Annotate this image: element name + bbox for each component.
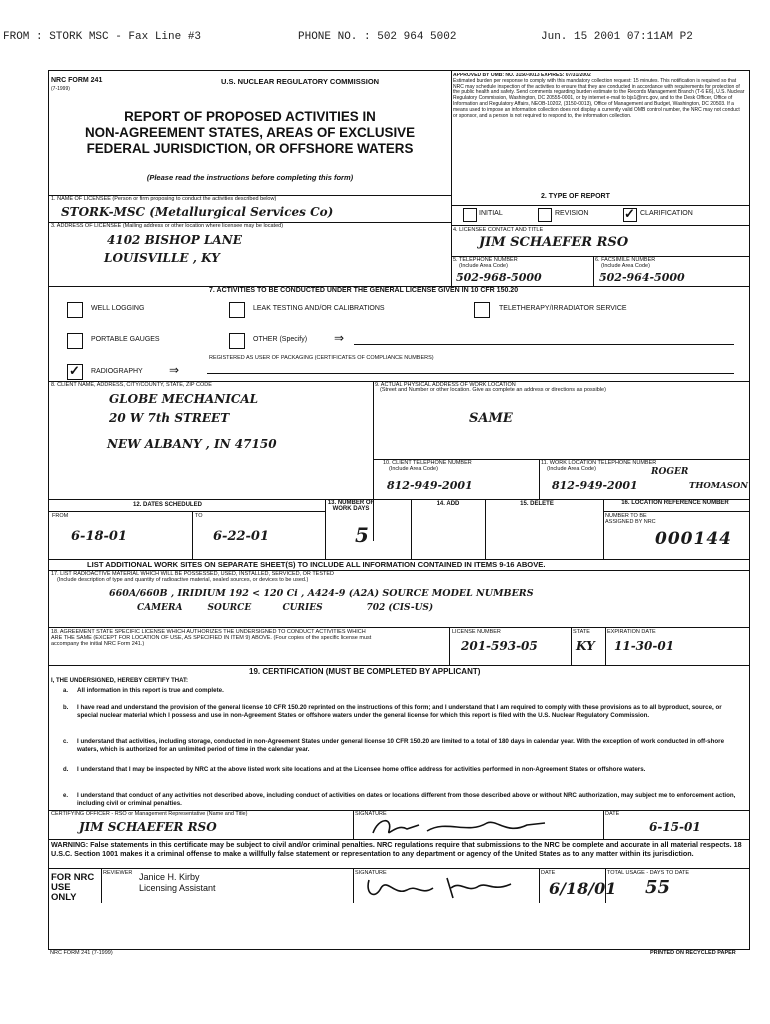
title-line-2: NON-AGREEMENT STATES, AREAS OF EXCLUSIVE bbox=[84, 125, 416, 140]
reviewer-name: Janice H. Kirby bbox=[139, 872, 200, 882]
section13-label: 13. NUMBER OF WORK DAYS bbox=[327, 500, 375, 512]
cert-e-letter: e. bbox=[63, 793, 69, 799]
reviewer-title: Licensing Assistant bbox=[139, 883, 216, 893]
additional-sites-note: LIST ADDITIONAL WORK SITES ON SEPARATE SHEET(S) TO INCLUDE ALL INFORMATION CONTAINED IN ITEMS 9-16 ABOVE. bbox=[87, 560, 546, 569]
section2-label: 2. TYPE OF REPORT bbox=[541, 193, 610, 200]
section7-title: 7. ACTIVITIES TO BE CONDUCTED UNDER THE GENERAL LICENSE GIVEN IN 10 CFR 150.20 bbox=[209, 287, 519, 294]
telephone-number[interactable]: 502-968-5000 bbox=[456, 271, 542, 284]
licensee-name[interactable]: STORK-MSC (Metallurgical Services Co) bbox=[61, 205, 334, 219]
option-initial-label: INITIAL bbox=[479, 210, 503, 217]
section9-label: 9. ACTUAL PHYSICAL ADDRESS OF WORK LOCATION bbox=[375, 382, 516, 388]
well-logging-label: WELL LOGGING bbox=[91, 305, 145, 312]
warning-text: WARNING: False statements in this certificate may be subject to civil and/or criminal penalties. NRC regulations require that submissions to the NRC be complete and accurate in all material respects. 18 U.S.C. Section 1001 makes it a criminal offense to make a willfully false statement or representation to any department or agency of the United States as to any matter within its jurisdiction. bbox=[51, 840, 742, 858]
nrc-date[interactable]: 6/18/01 bbox=[549, 879, 617, 898]
from-label: FROM bbox=[52, 513, 69, 519]
fax-from: FROM : STORK MSC - Fax Line #3 bbox=[3, 31, 202, 43]
fax-datetime: Jun. 15 2001 07:11AM P2 bbox=[541, 31, 693, 43]
work-location-telephone[interactable]: 812-949-2001 bbox=[552, 479, 638, 492]
date-label: DATE bbox=[605, 811, 620, 817]
license-state[interactable]: KY bbox=[576, 639, 595, 653]
location-reference[interactable]: 000144 bbox=[655, 529, 732, 549]
nrc-form-241 bbox=[48, 70, 750, 950]
nrc-assign-label: NUMBER TO BE ASSIGNED BY NRC bbox=[605, 513, 656, 525]
arrow-right-icon: ⇒ bbox=[334, 331, 345, 345]
client-name[interactable]: GLOBE MECHANICAL bbox=[109, 392, 259, 406]
address-line-2[interactable]: LOUISVILLE , KY bbox=[104, 251, 220, 265]
section11-sub: (Include Area Code) bbox=[547, 466, 596, 472]
cert-d-text: I understand that I may be inspected by NRC at the above listed work site locations and at the Licensee home office address for activities performed in non-Agreement States or offshore waters. bbox=[77, 766, 646, 773]
license-number[interactable]: 201-593-05 bbox=[461, 639, 538, 653]
total-usage-label: TOTAL USAGE - DAYS TO DATE bbox=[607, 870, 690, 876]
licensee-contact[interactable]: JIM SCHAEFER RSO bbox=[479, 235, 629, 250]
fax-phone: PHONE NO. : 502 964 5002 bbox=[298, 31, 457, 43]
section12-label: 12. DATES SCHEDULED bbox=[133, 502, 202, 508]
section10-sub: (Include Area Code) bbox=[389, 466, 438, 472]
officer-label: CERTIFYING OFFICER - RSO or Management Representative (Name and Title) bbox=[51, 811, 248, 817]
date-from[interactable]: 6-18-01 bbox=[71, 529, 128, 544]
section6-label: 6. FACSIMILE NUMBER bbox=[595, 257, 656, 263]
checkbox-radiography[interactable] bbox=[67, 364, 83, 380]
cert-c-letter: c. bbox=[63, 739, 69, 745]
title-line-3: FEDERAL JURISDICTION, OR OFFSHORE WATERS bbox=[86, 141, 414, 156]
form-footer-left: NRC FORM 241 (7-1999) bbox=[50, 950, 113, 956]
officer-signature bbox=[367, 815, 557, 839]
form-number: NRC FORM 241 bbox=[51, 77, 103, 84]
checkbox-initial[interactable] bbox=[463, 208, 477, 222]
form-title bbox=[51, 109, 449, 157]
cert-e-text: I understand that conduct of any activities not described above, including conduct of activities on dates or locations different from those described above or without NRC authorization, may subject me to enforcement action, including civil or criminal penalties. bbox=[77, 792, 736, 807]
form-date: (7-1999) bbox=[51, 86, 70, 92]
nrc-date-label: DATE bbox=[541, 870, 556, 876]
section6-sub: (Include Area Code) bbox=[601, 263, 650, 269]
option-revision-label: REVISION bbox=[555, 210, 589, 217]
checkbox-teletherapy[interactable] bbox=[474, 302, 490, 318]
checkmark-icon: ✓ bbox=[69, 363, 80, 378]
certify-intro: I, THE UNDERSIGNED, HEREBY CERTIFY THAT: bbox=[51, 678, 189, 684]
section5-sub: (Include Area Code) bbox=[459, 263, 508, 269]
omb-notice bbox=[453, 73, 745, 119]
checkbox-well-logging[interactable] bbox=[67, 302, 83, 318]
client-city[interactable]: NEW ALBANY , IN 47150 bbox=[107, 437, 277, 451]
reviewer-label: REVIEWER bbox=[103, 870, 133, 876]
arrow-right-icon: ⇒ bbox=[169, 363, 180, 377]
section10-label: 10. CLIENT TELEPHONE NUMBER bbox=[383, 460, 472, 466]
section9-sub: (Street and Number or other location. Give as complete an address or directions as possible) bbox=[380, 387, 606, 393]
checkmark-icon: ✓ bbox=[624, 206, 635, 221]
cert-c-text: I understand that activities, including storage, conducted in non-Agreement States under general license 10 CFR 150.20 are limited to a total of 180 days in calendar year. With the exception of work conducted in off-shore waters, which is authorized for an unlimited period of time in the calendar year. bbox=[77, 738, 725, 753]
section5-label: 5. TELEPHONE NUMBER bbox=[453, 257, 518, 263]
teletherapy-label: TELETHERAPY/IRRADIATOR SERVICE bbox=[499, 305, 627, 312]
reviewer-signature bbox=[361, 874, 541, 902]
signature-label: SIGNATURE bbox=[355, 811, 387, 817]
section17-sub: (Include description of type and quantity of radioactive material, sealed sources, or devices to be used.) bbox=[57, 577, 309, 583]
client-telephone[interactable]: 812-949-2001 bbox=[387, 479, 473, 492]
section11-label: 11. WORK LOCATION TELEPHONE NUMBER bbox=[541, 460, 657, 466]
cert-b-text: I have read and understand the provision of the general license 10 CFR 150.20 reprinted on the instructions of this form; and I understand that I am required to comply with these provisions as to all byproduct, source, or special nuclear material which I possess and use in non-Agreement States or offshore waters under the general license for which this report is filed with the U.S. Nuclear Regulatory Commission. bbox=[77, 704, 722, 719]
omb-text: Estimated burden per response to comply with this mandatory collection request: 15 minutes. This notification is required so that NRC may schedule inspection of the activities to ensure that they are conducted in accordance with requirements for protection of the public health and safety. Send comments regarding burden estimate to the Records Management Branch (T-6 E6), U.S. Nuclear Regulatory Commission, Washington, DC 20555-0001, or by internet e-mail to bjs1@nrc.gov, and to the Desk Officer, Office of Information and Regulatory Affairs, NEOB-10202, (3150-0013), Office of Management and Budget, Washington, DC 20503. If a means used to impose an information collection does not display a currently valid OMB control number, the NRC may not conduct or sponsor, and a person is not required to respond to, the information collection. bbox=[453, 77, 745, 119]
section15-label: 15. DELETE bbox=[520, 501, 554, 507]
section17-label: 17. LIST RADIOACTIVE MATERIAL WHICH WILL BE POSSESSED, USED, INSTALLED, SERVICED, OR TESTED bbox=[51, 571, 335, 577]
facsimile-number[interactable]: 502-964-5000 bbox=[599, 271, 685, 284]
cert-d-letter: d. bbox=[63, 767, 69, 773]
certification-date[interactable]: 6-15-01 bbox=[649, 820, 701, 834]
nrc-use-label: FOR NRC USE ONLY bbox=[51, 872, 95, 903]
radioactive-material-line-1[interactable]: 660A/660B , IRIDIUM 192 < 120 Ci , A424-9 (A2A) SOURCE MODEL NUMBERS bbox=[109, 588, 534, 599]
section19-title: 19. CERTIFICATION (MUST BE COMPLETED BY APPLICANT) bbox=[249, 667, 481, 676]
client-street[interactable]: 20 W 7th STREET bbox=[109, 411, 230, 425]
section4-label: 4. LICENSEE CONTACT AND TITLE bbox=[453, 227, 544, 233]
checkbox-other[interactable] bbox=[229, 333, 245, 349]
instructions: (Please read the instructions before completing this form) bbox=[146, 173, 354, 182]
cert-b-letter: b. bbox=[63, 705, 69, 711]
checkbox-portable-gauges[interactable] bbox=[67, 333, 83, 349]
radiography-label: RADIOGRAPHY bbox=[91, 368, 143, 375]
section3-label: 3. ADDRESS OF LICENSEE (Mailing address or other location where licensee may be located) bbox=[51, 223, 284, 229]
work-contact-last[interactable]: THOMASON bbox=[689, 481, 749, 491]
option-clarification-label: CLARIFICATION bbox=[640, 210, 693, 217]
state-label: STATE bbox=[573, 629, 590, 635]
other-label: OTHER (Specify) bbox=[253, 336, 308, 343]
date-to[interactable]: 6-22-01 bbox=[213, 529, 270, 544]
checkbox-revision[interactable] bbox=[538, 208, 552, 222]
fax-header bbox=[0, 31, 770, 45]
address-line-1[interactable]: 4102 BISHOP LANE bbox=[107, 233, 242, 247]
registered-label: REGISTERED AS USER OF PACKAGING (CERTIFICATES OF COMPLIANCE NUMBERS) bbox=[209, 355, 434, 361]
section18-label: 18. AGREEMENT STATE SPECIFIC LICENSE WHICH AUTHORIZES THE UNDERSIGNED TO CONDUCT ACTIVITIES WHICH ARE THE SAME (EXCEPT FOR LOCATION OF USE, AS SPECIFIED IN ITEM 9) ABOVE. (Four copies of the specific license must accompany the initial NRC Form 241.) bbox=[51, 629, 372, 647]
title-line-1: REPORT OF PROPOSED ACTIVITIES IN bbox=[124, 109, 376, 124]
portable-gauges-label: PORTABLE GAUGES bbox=[91, 336, 160, 343]
license-number-label: LICENSE NUMBER bbox=[452, 629, 501, 635]
agency: U.S. NUCLEAR REGULATORY COMMISSION bbox=[221, 77, 380, 86]
section16-label: 16. LOCATION REFERENCE NUMBER bbox=[621, 500, 729, 506]
work-location[interactable]: SAME bbox=[469, 411, 513, 426]
checkbox-leak-testing[interactable] bbox=[229, 302, 245, 318]
section8-label: 8. CLIENT NAME, ADDRESS, CITY/COUNTY, STATE, ZIP CODE bbox=[51, 382, 212, 388]
form-footer-right: PRINTED ON RECYCLED PAPER bbox=[650, 950, 736, 956]
to-label: TO bbox=[195, 513, 203, 519]
section1-label: 1. NAME OF LICENSEE (Person or firm proposing to conduct the activities described below) bbox=[51, 196, 277, 202]
checkbox-clarification[interactable] bbox=[623, 208, 637, 222]
certifying-officer[interactable]: JIM SCHAEFER RSO bbox=[79, 820, 217, 834]
leak-testing-label: LEAK TESTING AND/OR CALIBRATIONS bbox=[253, 305, 385, 312]
expiration-label: EXPIRATION DATE bbox=[607, 629, 656, 635]
section14-label: 14. ADD bbox=[436, 501, 460, 507]
nrc-signature-label: SIGNATURE bbox=[355, 870, 387, 876]
cert-a-letter: a. bbox=[63, 688, 69, 694]
radioactive-material-line-2[interactable]: CAMERA SOURCE CURIES 702 (CIS-US) bbox=[137, 603, 434, 613]
total-usage[interactable]: 55 bbox=[645, 877, 671, 898]
cert-a-text: All information in this report is true and complete. bbox=[77, 687, 224, 694]
expiration-date[interactable]: 11-30-01 bbox=[614, 639, 675, 653]
work-days[interactable]: 5 bbox=[355, 523, 369, 547]
work-contact-first[interactable]: ROGER bbox=[651, 467, 689, 477]
omb-head: APPROVED BY OMB: NO. 3150-0013 EXPIRES: 07/31/2002 bbox=[453, 73, 591, 78]
